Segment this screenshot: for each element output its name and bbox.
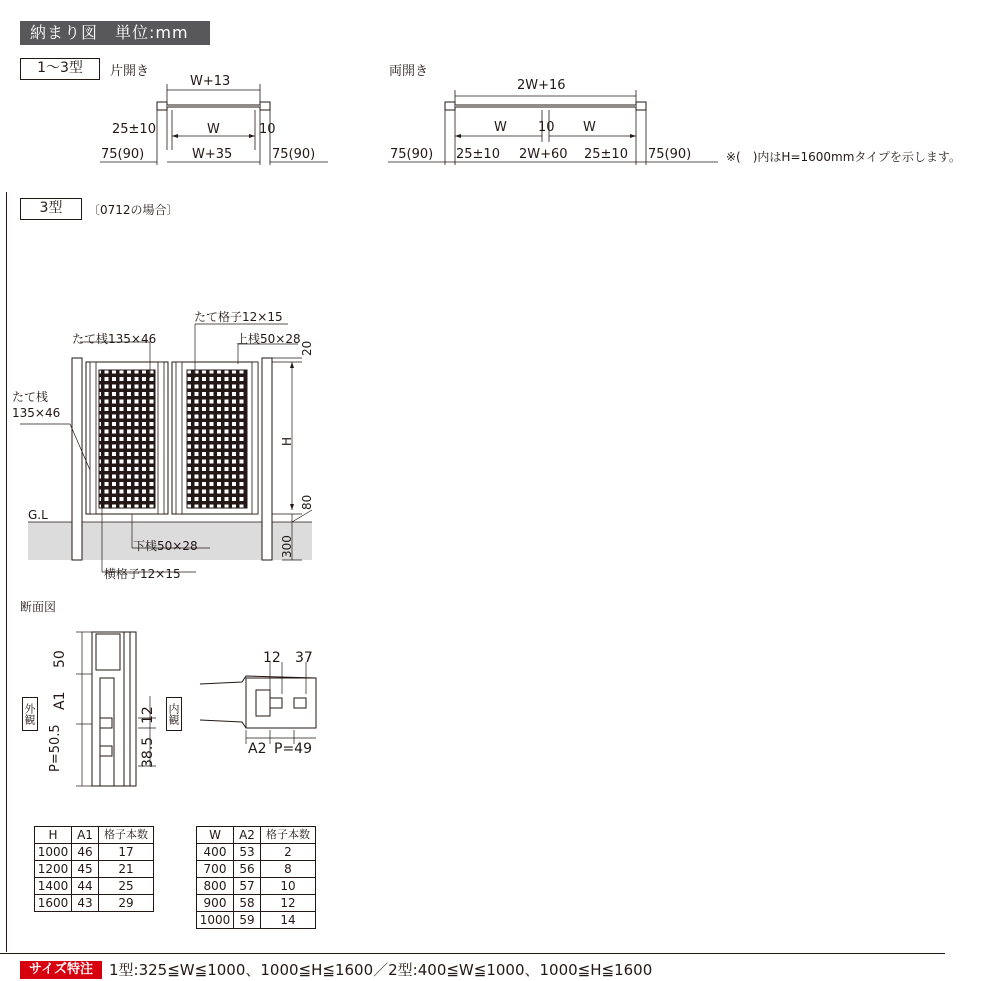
dim-a1: A1	[52, 691, 68, 710]
type-3-caption: 〔0712の場合〕	[88, 203, 179, 217]
dim-37: 37	[295, 650, 313, 666]
single-top-dim: W+13	[190, 74, 231, 89]
table-row	[197, 844, 316, 861]
double-gap-left: 25±10	[456, 147, 500, 162]
dim-h: H	[280, 436, 294, 446]
table-row	[35, 878, 154, 895]
dim-20: 20	[300, 340, 314, 356]
table-cell: 1200	[35, 861, 72, 878]
table-header: W	[197, 827, 234, 844]
single-gap-right: 10	[259, 122, 276, 137]
table-cell: 700	[197, 861, 234, 878]
label-stile-left-2: 135×46	[12, 406, 61, 420]
table-cell: 400	[197, 844, 234, 861]
single-post-left: 75(90)	[101, 147, 145, 162]
label-vgrid: たて格子12×15	[194, 310, 283, 324]
table-header: 格子本数	[99, 827, 154, 844]
type-3-badge: 3型	[20, 198, 82, 220]
table-row	[197, 912, 316, 929]
table-cell: 12	[261, 895, 316, 912]
table-header: H	[35, 827, 72, 844]
outside-label: 外観	[22, 697, 38, 731]
dim-p505: P=50.5	[48, 724, 63, 772]
table-cell: 21	[99, 861, 154, 878]
post-left-cap	[157, 102, 167, 110]
double-swing-title: 両開き	[389, 64, 429, 79]
double-span: 2W+60	[519, 147, 568, 162]
label-top-rail: 上桟50×28	[236, 332, 301, 346]
table-header-row	[35, 827, 154, 844]
custom-size-badge: サイズ特注	[20, 961, 102, 979]
table-cell: 1000	[35, 844, 72, 861]
double-w-left: W	[494, 120, 507, 135]
post-left-cap	[445, 102, 455, 110]
double-gap-center: 10	[538, 120, 555, 135]
post-right-cap	[636, 102, 646, 110]
table-cell: 44	[72, 878, 99, 895]
table-cell: 25	[99, 878, 154, 895]
table-cell: 900	[197, 895, 234, 912]
table-cell: 45	[72, 861, 99, 878]
double-post-left: 75(90)	[390, 147, 434, 162]
bottom-divider	[0, 953, 945, 954]
double-post-right: 75(90)	[648, 147, 692, 162]
table-cell: 10	[261, 878, 316, 895]
custom-size-text: 1型:325≦W≦1000、1000≦H≦1600／2型:400≦W≦1000、1000≦H≦1600	[109, 961, 653, 979]
dim-12v: 12	[140, 706, 156, 724]
table-row	[35, 895, 154, 912]
dim-12h: 12	[263, 650, 281, 666]
double-w-right: W	[583, 120, 596, 135]
label-bottom-rail: 下桟50×28	[133, 539, 198, 553]
table-cell: 14	[261, 912, 316, 929]
table-cell: 53	[234, 844, 261, 861]
single-span: W+35	[192, 147, 233, 162]
page-header: 納まり図 単位:mm	[20, 21, 210, 45]
table-cell: 58	[234, 895, 261, 912]
label-stile-left-1: たて桟	[12, 390, 49, 404]
single-swing-title: 片開き	[110, 64, 150, 79]
table-header-row	[197, 827, 316, 844]
dim-300: 300	[280, 535, 294, 558]
right-lattice	[187, 370, 247, 508]
dim-385: 38.5	[140, 736, 156, 768]
table-cell: 1400	[35, 878, 72, 895]
table-cell: 17	[99, 844, 154, 861]
table-cell: 8	[261, 861, 316, 878]
left-post	[72, 358, 82, 560]
table-row	[35, 844, 154, 861]
table-width	[196, 826, 316, 929]
table-cell: 59	[234, 912, 261, 929]
left-divider	[6, 192, 7, 952]
table-row	[35, 861, 154, 878]
left-lattice	[99, 370, 155, 508]
table-header: 格子本数	[261, 827, 316, 844]
table-cell: 29	[99, 895, 154, 912]
single-post-right: 75(90)	[272, 147, 316, 162]
label-hgrid: 横格子12×15	[104, 567, 181, 581]
table-header: A1	[72, 827, 99, 844]
height-footnote: ※( )内はH=1600mmタイプを示します。	[726, 150, 961, 164]
single-w: W	[207, 122, 220, 137]
table-cell: 57	[234, 878, 261, 895]
single-gap-left: 25±10	[112, 122, 156, 137]
table-cell: 800	[197, 878, 234, 895]
post-right-cap	[260, 102, 270, 110]
right-post	[262, 358, 272, 560]
dim-50: 50	[52, 650, 68, 668]
dim-p49: P=49	[274, 741, 312, 757]
table-cell: 46	[72, 844, 99, 861]
double-top-dim: 2W+16	[517, 78, 566, 93]
table-cell: 2	[261, 844, 316, 861]
table-cell: 43	[72, 895, 99, 912]
label-stile-135-top: たて桟135×46	[72, 332, 157, 346]
section-title: 断面図	[20, 600, 57, 614]
table-row	[197, 895, 316, 912]
inside-label: 内観	[166, 697, 182, 731]
table-height	[34, 826, 154, 912]
type-13-badge: 1～3型	[20, 58, 100, 80]
table-header: A2	[234, 827, 261, 844]
dim-80: 80	[300, 494, 314, 510]
table-cell: 56	[234, 861, 261, 878]
dim-a2: A2	[248, 741, 267, 757]
table-cell: 1000	[197, 912, 234, 929]
label-gl: G.L	[28, 508, 48, 522]
double-gap-right: 25±10	[584, 147, 628, 162]
table-row	[197, 861, 316, 878]
table-cell: 1600	[35, 895, 72, 912]
table-row	[197, 878, 316, 895]
